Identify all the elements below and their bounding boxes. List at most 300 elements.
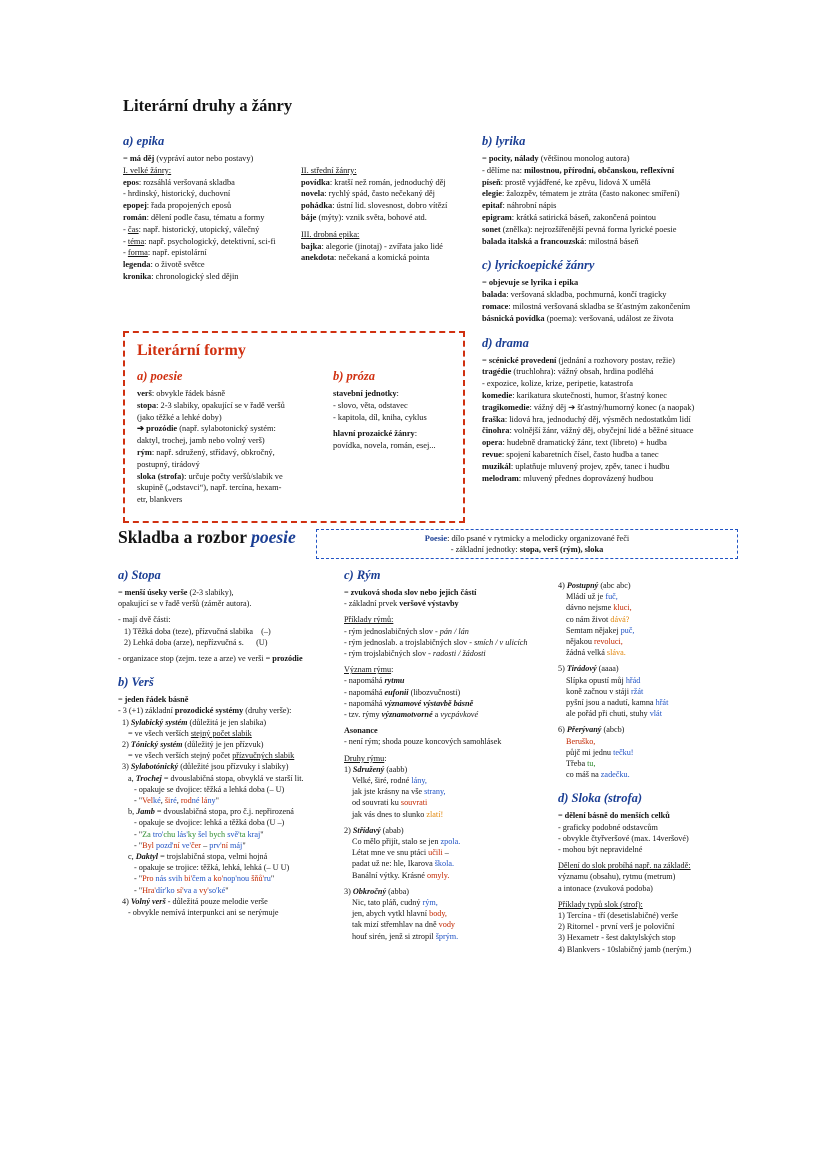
text-line: Nic, tato pláň, cudný rým,: [352, 898, 438, 908]
text-span: Vel: [142, 796, 154, 806]
text-line: = menší úseky verše (2-3 slabiky),: [118, 588, 234, 597]
text-line: - kapitola, díl, kniha, cyklus: [333, 412, 427, 422]
text-line: = zvuková shoda slov nebo jejich částí: [344, 588, 477, 597]
proza-heading: b) próza: [333, 369, 376, 383]
text-line: 3) Hexametr - šest daktylských stop: [558, 933, 676, 943]
text-span: fraška: [482, 414, 505, 424]
text-line: - napomáhá významové výstavbě básně: [344, 698, 474, 708]
vers-lines: [118, 694, 344, 918]
formy-columns: [137, 369, 451, 506]
text-span: legenda: [123, 260, 151, 270]
text-line: tragikomedie: vážný děj ➔ šťastný/humorný konec (a naopak): [482, 402, 695, 412]
text-line: 1) Sylabický systém (důležitá je jen slabika): [122, 717, 267, 727]
text-line: balada: veršovaná skladba, pochmurná, končí tragicky: [482, 290, 667, 300]
text-line: postupný, tirádový: [137, 459, 200, 469]
text-span: Hra': [142, 885, 156, 895]
text-line: Co mělo přijít, stalo se jen zpola.: [352, 837, 461, 847]
text-line: 1) Těžká doba (teze), přízvučná slabika (–): [124, 626, 271, 636]
text-line: od souvrati ku souvrati: [352, 798, 428, 808]
text-line: melodram: mluvený přednes doprovázený hudbou: [482, 473, 654, 483]
text-line: ➔ prozódie (např. sylabotonický systém:: [137, 424, 276, 434]
text-line: dávno nejsme kluci,: [566, 603, 632, 613]
text-line: ale pořád při chuti, stuhy vlát: [566, 709, 662, 719]
title-skladba-poesie: poesie: [251, 527, 296, 547]
text-line: - dělíme na: milostnou, přírodní, občanskou, reflexívní: [482, 165, 675, 175]
lyrika-lines: [482, 153, 744, 247]
text-span: smích / v ulicích: [474, 637, 528, 647]
text-span: téma: [127, 236, 145, 246]
text-span: anekdota: [301, 253, 335, 263]
text-line: - napomáhá eufonii (libozvučnosti): [344, 687, 461, 697]
text-span: romace: [482, 301, 509, 311]
section-literarni-formy: [123, 331, 465, 523]
text-span: Příklady typů slok (strof):: [558, 899, 643, 909]
text-span: škola.: [434, 859, 455, 869]
text-span: čer: [191, 840, 202, 850]
text-line: legenda: o životě světce: [123, 260, 205, 270]
text-span: prozodické systémy: [174, 706, 244, 716]
text-line: = scénické provedení (jednání a rozhovory postav, režie): [482, 355, 675, 365]
text-line: elegie: žalozpěv, tématem je ztráta (často nakonec smíření): [482, 189, 680, 199]
text-span: ta: [239, 829, 246, 839]
text-line: - "Hra'dír'ko sí'va a vy'so'ké": [134, 885, 229, 895]
text-line: tak mizí střemhlav na dně vody: [352, 920, 455, 930]
text-span: má děj: [129, 154, 155, 163]
section-rym: [344, 568, 557, 942]
text-span: muzikál: [482, 461, 511, 471]
drama-lines: [482, 355, 744, 485]
text-line: 2) Lehká doba (arze), nepřízvučná s. (U): [124, 637, 268, 647]
text-span: Daktyl: [135, 852, 159, 862]
text-span: II. střední žánry:: [301, 165, 357, 175]
text-span: bajka: [301, 241, 322, 251]
text-span: bi': [184, 874, 193, 884]
formy-proza-column: [333, 369, 436, 506]
text-line: - napomáhá rytmu: [344, 676, 405, 686]
text-span: stavební jednotky: [333, 389, 397, 398]
text-span: pán / lán: [439, 626, 469, 636]
title-literarni-druhy: Literární druhy a žánry: [123, 96, 293, 115]
poesie-info-box: [316, 529, 738, 559]
text-line: Létat mne ve snu ptáci učili –: [352, 848, 449, 858]
text-span: dír'ko: [155, 885, 175, 895]
text-line: jen, abych vytkl hlavní body,: [352, 909, 447, 919]
text-span: pohádka: [301, 201, 333, 211]
text-line: - základní jednotky: stopa, verš (rým), sloka: [450, 545, 604, 554]
text-line: - opakuje se trojice: těžká, lehká, lehká (– U U): [134, 863, 290, 873]
text-line: - téma: např. psychologický, detektivní, sci-fi: [123, 236, 276, 246]
text-line: - není rým; shoda pouze koncových samohlásek: [344, 737, 502, 747]
text-line: balada italská a francouzská: milostná báseň: [482, 236, 639, 246]
text-span: pozd': [156, 840, 174, 850]
text-span: ní: [221, 840, 228, 850]
text-span: prozódie: [146, 424, 178, 434]
text-line: - organizace stop (zejm. teze a arze) ve verši = prozódie: [118, 654, 303, 664]
lyrika-heading: b) lyrika: [482, 134, 526, 148]
text-span: milostnou, přírodní, občanskou, reflexívní: [524, 165, 675, 175]
text-span: hlavní prozaické žánry: [333, 429, 415, 439]
text-span: tragikomedie: [482, 402, 530, 412]
text-span: významové výstavbě básně: [384, 698, 474, 708]
text-span: eufonii: [384, 687, 409, 697]
text-line: žádná velká sláva.: [566, 648, 626, 658]
lyrickoepicke-heading: c) lyrickoepické žánry: [482, 258, 595, 273]
text-line: b, Jamb = dvouslabičná stopa, pro č.j. nepřirozená: [128, 807, 294, 817]
text-line: romace: milostná veršovaná skladba se šťastným zakončením: [482, 301, 691, 311]
text-span: melodram: [482, 473, 519, 483]
text-line: - "Velké, širé, rodné lány": [134, 796, 219, 806]
text-span: forma: [127, 248, 148, 258]
text-span: prozódie: [272, 654, 303, 664]
title-skladba-text: Skladba a rozbor: [118, 527, 252, 547]
rym-lines: [344, 587, 557, 942]
rym-lines-continued: [558, 580, 746, 780]
text-line: činohra: volnější žánr, vážný děj, obyčejní lidé a běžné situace: [482, 426, 694, 436]
text-span: Volný verš: [130, 896, 166, 906]
text-span: šel: [198, 829, 208, 839]
text-span: revue: [482, 449, 502, 459]
text-span: rým: [137, 447, 152, 457]
text-line: [558, 736, 746, 747]
text-span: zvuková shoda slov nebo jejich částí: [350, 588, 477, 597]
text-span: ve': [181, 840, 192, 850]
text-line: Význam rýmu:: [344, 665, 394, 675]
text-span: scénické provedení: [488, 355, 557, 365]
text-span: vycpávkové: [440, 710, 479, 720]
text-span: ky: [187, 829, 197, 839]
text-span: básnická povídka: [482, 313, 545, 323]
text-span: Střídavý: [352, 825, 381, 835]
text-line: pyšní jsou a nadutí, kamna hřát: [566, 698, 669, 708]
text-line: = dělení básně do menších celků: [558, 811, 670, 821]
text-span: ké: [153, 796, 161, 806]
text-line: houf sirén, jenž si ztropil šprým.: [352, 931, 459, 941]
text-span: epopej: [123, 201, 147, 211]
text-line: epigram: krátká satirická báseň, zakončená pointou: [482, 212, 656, 222]
text-line: (jako těžké a lehké doby): [137, 412, 222, 422]
proza-lines: [333, 388, 436, 452]
text-line: Mládí už je fuč,: [566, 592, 618, 602]
text-span: kluci,: [613, 603, 632, 613]
text-span: va a: [183, 885, 198, 895]
text-line: 6) Přerývaný (abcb): [558, 725, 625, 735]
text-line: bajka: alegorie (jinotaj) - zvířata jako lidé: [301, 241, 443, 251]
text-span: Za: [142, 829, 151, 839]
text-span: ru: [264, 874, 271, 884]
text-line: = má děj (vypráví autor nebo postavy): [123, 154, 254, 163]
text-line: co nám život dává?: [566, 614, 630, 624]
text-span: ši: [164, 796, 171, 806]
text-span: body,: [429, 909, 447, 919]
text-line: nějakou revoluci,: [566, 637, 623, 647]
text-span: verš: [137, 389, 152, 398]
rym-heading: c) Rým: [344, 568, 381, 582]
sloka-lines: [558, 810, 746, 954]
text-span: Přerývaný: [566, 725, 602, 735]
text-span: epigram: [482, 212, 512, 222]
text-span: čem a: [192, 874, 212, 884]
text-line: muzikál: uplatňuje mluvený projev, zpěv, tanec i hudbu: [482, 461, 670, 471]
text-line: báje (mýty): vznik světa, bohové atd.: [301, 212, 427, 222]
text-line: jak jste krásny na vše strany,: [352, 787, 446, 797]
text-span: román: [123, 212, 147, 222]
text-span: menší úseky verše: [124, 588, 188, 597]
text-span: né: [191, 796, 200, 806]
text-span: ržát: [631, 686, 644, 696]
text-span: stejný počet slabik: [190, 728, 252, 738]
text-line: koně začnou v stáji ržát: [566, 686, 644, 696]
epika-velke-zanry: [123, 165, 301, 283]
text-span: přízvučných slabik: [232, 751, 295, 761]
section-epika: [123, 134, 483, 283]
text-span: prv': [209, 840, 222, 850]
epika-columns: [123, 165, 483, 283]
text-span: stopa, verš (rým), sloka: [519, 545, 604, 554]
text-span: veršové výstavby: [399, 599, 459, 609]
text-line: - opakuje se dvojice: lehká a těžká doba (U –): [134, 818, 285, 828]
text-span: Sdružený: [352, 764, 385, 774]
text-line: - rým jednoslabičných slov - pán / lán: [344, 626, 469, 636]
poesie-lines: [137, 388, 333, 506]
text-line: básnická povídka (poema): veršovaná, událost ze života: [482, 313, 674, 323]
text-line: 4) Volný verš - důležitá pouze melodie verše: [122, 896, 268, 906]
text-line: skupině („odstavci“), např. tercína, hexam-: [137, 483, 282, 493]
text-span: sonet: [482, 224, 501, 234]
text-span: povídka: [301, 177, 330, 187]
text-span: Obkročný: [352, 886, 387, 896]
text-span: sí': [176, 885, 184, 895]
vers-heading: b) Verš: [118, 675, 154, 690]
text-line: - graficky podobné odstavcům: [558, 822, 658, 832]
text-span: Jamb: [136, 807, 155, 817]
text-span: Příklady rýmů:: [344, 615, 394, 625]
text-span: elegie: [482, 189, 502, 199]
text-span: ko': [213, 874, 224, 884]
text-span: máj: [230, 840, 243, 850]
text-line: = ve všech verších stejný počet přízvučných slabik: [128, 751, 295, 761]
text-span: Asonance: [344, 726, 378, 736]
text-line: Druhy rýmu:: [344, 753, 387, 763]
text-line: 2) Tónický systém (důležitý je jen přízvuk): [122, 740, 264, 750]
text-span: nás svih: [155, 874, 183, 884]
text-line: významu (obsahu), rytmu (metrum): [558, 872, 676, 882]
text-line: Semtam nějakej puč,: [566, 625, 635, 635]
text-span: revoluci,: [593, 637, 623, 647]
text-line: padat už ne: hle, Ikarova škola.: [352, 859, 455, 869]
text-line: 5) Tirádový (aaaa): [558, 664, 619, 674]
text-line: Třeba tu,: [566, 759, 596, 769]
text-span: šprým.: [435, 931, 459, 941]
text-span: Sylabotónický: [130, 762, 179, 772]
text-span: Beruško,: [566, 736, 596, 746]
text-line: epitaf: náhrobní nápis: [482, 201, 557, 211]
text-line: - slovo, věta, odstavec: [333, 400, 408, 410]
section-stopa-vers: [118, 568, 344, 918]
drama-heading: d) drama: [482, 335, 529, 350]
text-span: sláva.: [606, 648, 626, 658]
text-line: komedie: karikatura skutečnosti, humor, šťastný konec: [482, 390, 667, 400]
text-span: významotvorné: [381, 710, 433, 720]
epika-intro: [123, 153, 483, 165]
text-span: komedie: [482, 390, 513, 400]
text-span: dává?: [610, 614, 630, 624]
text-span: Tónický systém: [130, 740, 183, 750]
text-span: sloka (strofa): [137, 471, 185, 481]
text-line: - "Byl pozd'ní ve'čer – prv'ní máj": [134, 840, 246, 850]
formy-poesie-column: [137, 369, 333, 506]
text-line: stavební jednotky:: [333, 389, 399, 398]
text-line: půjč mi jednu tečku!: [566, 747, 634, 757]
text-line: - mohou být nepravidelné: [558, 845, 643, 855]
text-span: Byl: [142, 840, 154, 850]
text-line: 2) Ritornel - první verš je poloviční: [558, 922, 675, 932]
text-span: tečku!: [613, 747, 634, 757]
text-line: - základní prvek veršové výstavby: [344, 599, 459, 609]
text-line: = jeden řádek básně: [118, 695, 189, 705]
sloka-heading: d) Sloka (strofa): [558, 791, 643, 806]
text-span: Dělení do slok probíhá např. na základě:: [558, 861, 691, 871]
text-span: so'ké: [208, 885, 226, 895]
text-line: sloka (strofa): určuje počty veršů/slabik ve: [137, 471, 283, 481]
text-line: sonet (znělka): nejrozšířenější pevná forma lyrické poesie: [482, 224, 677, 234]
text-span: vy': [199, 885, 209, 895]
text-line: a, Trochej = dvouslabičná stopa, obvyklá ve starší lit.: [128, 773, 304, 783]
text-line: opera: hudebně dramatický žánr, text (libreto) + hudba: [482, 438, 667, 448]
text-line: anekdota: nečekaná a komická pointa: [301, 253, 430, 263]
text-line: 1) Sdružený (aabb): [344, 764, 408, 774]
text-line: revue: spojení kabaretních čísel, často hudba a tanec: [482, 449, 659, 459]
text-line: [558, 860, 746, 871]
text-line: 3) Obkročný (abba): [344, 886, 410, 896]
text-line: etr, blankvers: [137, 495, 183, 505]
text-line: 4) Blankvers - 10slabičný jamb (nerým.): [558, 944, 692, 954]
text-line: c, Daktyl = trojslabičná stopa, velmi hojná: [128, 852, 268, 862]
text-line: co máš na zadečku.: [566, 770, 630, 780]
text-line: - 3 (+1) základní prozodické systémy (druhy verše):: [118, 706, 292, 716]
text-span: epitaf: [482, 201, 503, 211]
text-span: Postupný: [566, 581, 599, 590]
text-span: dělení básně do menších celků: [564, 811, 670, 821]
section-rym-pokracovani-sloka: [558, 580, 746, 955]
text-line: [344, 725, 557, 736]
text-line: = objevuje se lyrika i epika: [482, 278, 579, 288]
text-span: svě': [227, 829, 240, 839]
stopa-heading: a) Stopa: [118, 568, 161, 582]
text-span: vlát: [649, 709, 662, 719]
text-line: [123, 165, 301, 177]
text-span: píseň: [482, 177, 501, 187]
text-line: opakující se v řadě veršů (záměr autora).: [118, 599, 252, 609]
text-span: nop'nou: [223, 874, 250, 884]
text-line: - rým trojslabičných slov - radosti / žádosti: [344, 649, 486, 659]
text-span: chu: [163, 829, 176, 839]
text-line: 1) Tercína - tří (desetislabičné) verše: [558, 911, 678, 921]
epika-heading: a) epika: [123, 134, 165, 148]
text-span: ➔: [137, 424, 147, 434]
text-line: [301, 165, 447, 177]
text-span: rým,: [422, 898, 438, 908]
text-line: 2) Střídavý (abab): [344, 825, 404, 835]
text-span: jeden řádek básně: [124, 695, 189, 705]
text-line: povídka: kratší než román, jednoduchý děj: [301, 177, 446, 187]
text-line: Banální výtky. Krásné omyly.: [352, 870, 450, 880]
text-span: zlatí!: [426, 809, 444, 819]
text-span: objevuje se lyrika i epika: [488, 278, 579, 288]
text-line: - opakuje se dvojice: těžká a lehká doba (– U): [134, 784, 285, 794]
text-span: Význam rýmu: [344, 665, 392, 675]
text-line: - obvykle čtyřveršové (max. 14veršové): [558, 833, 689, 843]
text-span: epos: [123, 177, 139, 187]
text-line: fraška: lidová hra, jednoduchý děj, výsměch nedostatkům lidí: [482, 414, 691, 424]
text-span: rytmu: [384, 676, 405, 686]
text-line: epopej: řada propojených eposů: [123, 201, 232, 211]
stopa-lines: [118, 587, 344, 664]
text-line: Slípka opustí můj hřád: [566, 675, 641, 685]
text-line: 3) Sylabotónický (důležité jsou přízvuky i slabiky): [122, 762, 289, 772]
text-line: epos: rozsáhlá veršovaná skladba: [123, 177, 235, 187]
text-span: III. drobná epika:: [301, 229, 360, 239]
text-line: rým: např. sdružený, střídavý, obkročný,: [137, 447, 275, 457]
text-span: kraj: [247, 829, 261, 839]
text-span: stopa: [137, 400, 157, 410]
text-span: lás': [177, 829, 188, 839]
poesie-heading: a) poesie: [137, 369, 183, 383]
text-line: = pocity, nálady (většinou monolog autora): [482, 154, 630, 163]
text-span: Sylabický systém: [130, 717, 188, 727]
text-line: hlavní prozaické žánry:: [333, 429, 418, 439]
text-line: - expozice, kolize, krize, peripetie, katastrofa: [482, 379, 633, 389]
text-span: balada: [482, 290, 507, 300]
text-span: fuč,: [605, 592, 618, 602]
text-line: [344, 614, 557, 625]
text-span: tu,: [587, 759, 596, 769]
section-lyrika-drama: [482, 134, 744, 484]
text-line: - obvykle nemívá interpunkci ani se nerýmuje: [128, 908, 279, 918]
text-span: šňů': [251, 874, 265, 884]
text-line: Velké, širé, rodné lány,: [352, 776, 427, 786]
formy-title: Literární formy: [137, 342, 246, 359]
lyrickoepicke-lines: [482, 277, 744, 324]
text-span: puč,: [620, 625, 635, 635]
text-span: hřád: [625, 675, 641, 685]
text-span: ny: [207, 796, 216, 806]
text-span: činohra: [482, 426, 510, 436]
text-span: novela: [301, 189, 325, 199]
text-span: strany,: [424, 787, 446, 797]
text-line: jak vás dnes to slunko zlatí!: [352, 809, 444, 819]
text-line: tragédie (truchlohra): vážný obsah, hrdina podléhá: [482, 367, 654, 377]
text-line: [301, 229, 447, 241]
text-line: - tzv. rýmy významotvorné a vycpávkové: [344, 710, 479, 720]
text-span: lány,: [411, 776, 427, 786]
title-skladba: [118, 527, 296, 548]
text-line: stopa: 2-3 slabiky, opakující se v řadě veršů: [137, 400, 285, 410]
text-line: - rým jednoslab. a trojslabičných slov - smích / v ulicích: [344, 637, 528, 647]
text-line: píseň: prostě vyjádřené, ke zpěvu, lidová X umělá: [482, 177, 651, 187]
text-line: - forma: např. epistolární: [123, 248, 207, 258]
text-line: verš: obvykle řádek básně: [137, 389, 226, 398]
text-line: a intonace (zvuková podoba): [558, 883, 653, 893]
text-line: povídka, novela, román, esej...: [333, 441, 436, 451]
text-line: - "Pro nás svih bi'čem a ko'nop'nou šňů'ru": [134, 874, 275, 884]
text-span: rod: [180, 796, 192, 806]
text-span: vody: [438, 920, 455, 930]
text-line: - "Za tro'chu lás'ky šel bych svě'ta kraj": [134, 829, 264, 839]
text-span: omyly.: [426, 870, 450, 880]
text-line: - hrdinský, historický, duchovní: [123, 189, 231, 199]
text-span: tragédie: [482, 367, 512, 377]
text-span: Pro: [142, 874, 154, 884]
